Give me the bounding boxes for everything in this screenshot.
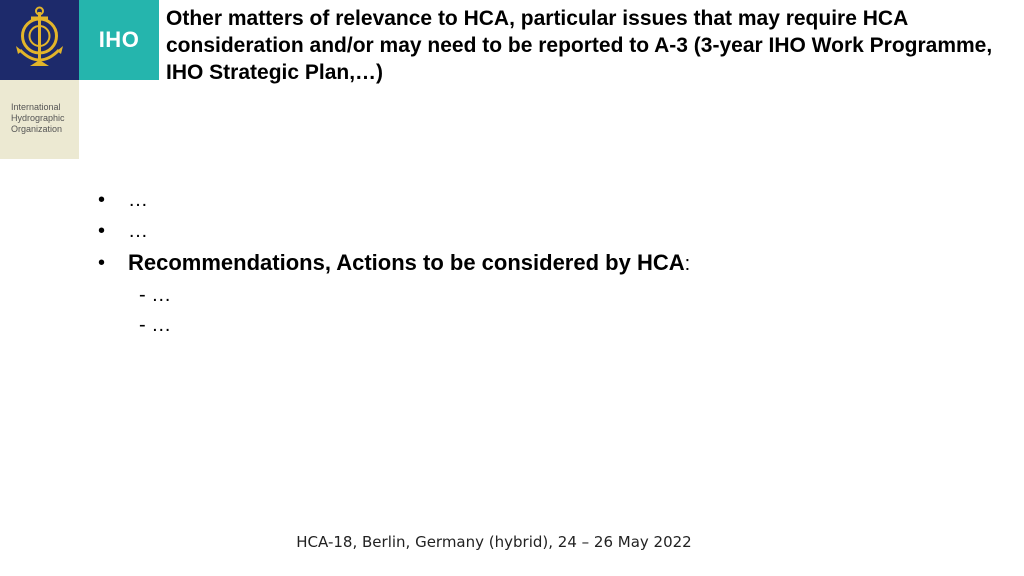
logo-organization-name xyxy=(0,80,79,159)
bullet-marker: • xyxy=(98,189,106,211)
iho-emblem-icon xyxy=(0,0,79,80)
bullet-list xyxy=(98,185,898,340)
logo-acronym: IHO xyxy=(79,0,159,80)
slide-title: Other matters of relevance to HCA, particular issues that may require HCA consideration and/or may need to be reported to A-3 (3-year IHO Work Programme, IHO Strategic Plan,…) xyxy=(166,7,993,84)
recommendations-heading: Recommendations, Actions to be considered by HCA xyxy=(128,250,685,275)
bullet-marker: • xyxy=(98,220,106,242)
sub-item-2: - … xyxy=(139,314,172,336)
recommendations-colon: : xyxy=(684,253,691,275)
org-line-2: Hydrographic xyxy=(11,113,65,123)
org-line-1: International xyxy=(11,102,61,112)
bullet-item-1 xyxy=(98,185,898,216)
bullet-text: … xyxy=(128,189,148,211)
footer-text: HCA-18, Berlin, Germany (hybrid), 24 – 26 May 2022 xyxy=(296,533,692,551)
sub-item-1: - … xyxy=(139,284,172,306)
bullet-text: … xyxy=(128,220,148,242)
bullet-item-recommendations xyxy=(98,247,898,280)
bullet-item-2 xyxy=(98,216,898,247)
bullet-marker: • xyxy=(98,252,106,274)
iho-logo xyxy=(0,0,159,159)
org-line-3: Organization xyxy=(11,124,63,134)
